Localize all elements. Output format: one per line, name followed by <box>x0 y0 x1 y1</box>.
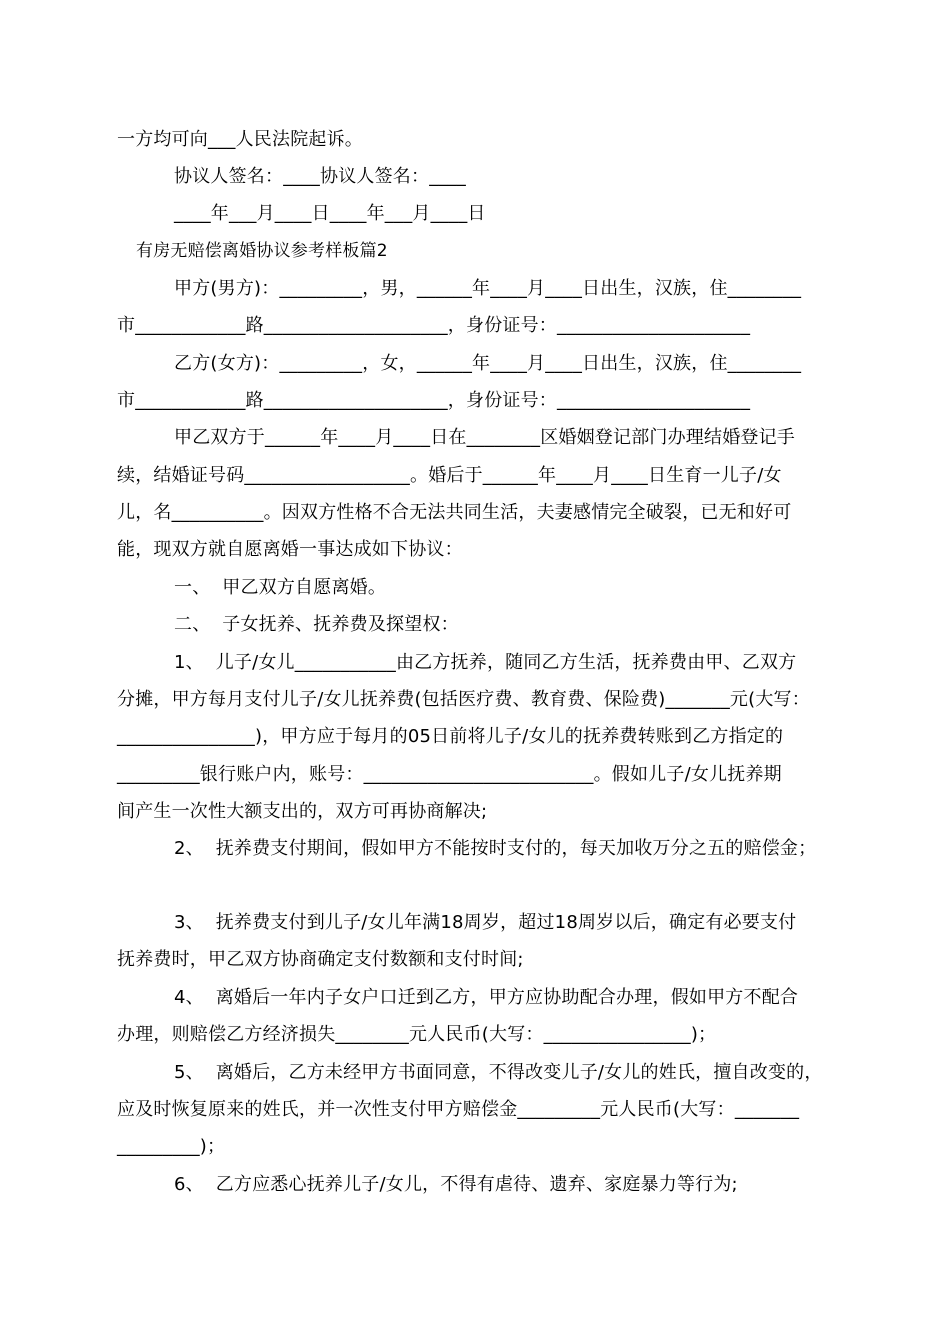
party-b-address-line: 市____________路____________________，身份证号：_____________________ <box>117 390 751 411</box>
section-title: 有房无赔偿离婚协议参考样板篇2 <box>136 241 388 261</box>
party-b-line: 乙方(女方)：_________，女，______年____月____日出生，汉族，住________ <box>174 353 802 374</box>
text-line: 分摊，甲方每月支付儿子/女儿抚养费(包括医疗费、教育费、保险费)_______元(大写： <box>117 689 810 710</box>
clause-heading: 一、 甲乙双方自愿离婚。 <box>174 577 387 598</box>
signature-line: 协议人签名：____协议人签名：____ <box>174 166 466 187</box>
party-a-line: 甲方(男方)：_________，男，______年____月____日出生，汉族，住________ <box>174 278 802 299</box>
clause-item: 1、 儿子/女儿___________由乙方抚养，随同乙方生活，抚养费由甲、乙双方 <box>174 652 797 673</box>
text-line: 甲乙双方于______年____月____日在________区婚姻登记部门办理结婚登记手 <box>174 427 795 448</box>
text-line: 儿，名__________。因双方性格不合无法共同生活，夫妻感情完全破裂，已无和好可 <box>117 502 792 523</box>
clause-heading: 二、 子女抚养、抚养费及探望权： <box>174 614 459 635</box>
clause-item: 5、 离婚后，乙方未经甲方书面同意，不得改变儿子/女儿的姓氏，擅自改变的， <box>174 1062 823 1083</box>
text-line: _______________)，甲方应于每月的05日前将儿子/女儿的抚养费转账到乙方指定的 <box>117 726 784 747</box>
text-line: 间产生一次性大额支出的，双方可再协商解决; <box>117 801 488 822</box>
clause-item: 4、 离婚后一年内子女户口迁到乙方，甲方应协助配合办理，假如甲方不配合 <box>174 987 799 1008</box>
text-line: _________银行账户内，账号：_________________________。假如儿子/女儿抚养期 <box>117 764 782 785</box>
clause-item: 3、 抚养费支付到儿子/女儿年满18周岁，超过18周岁以后，确定有必要支付 <box>174 912 797 933</box>
text-line: _________)； <box>117 1136 226 1157</box>
clause-item: 6、 乙方应悉心抚养儿子/女儿，不得有虐待、遗弃、家庭暴力等行为; <box>174 1174 738 1195</box>
party-a-address-line: 市____________路____________________，身份证号：_____________________ <box>117 315 751 336</box>
date-line: ____年___月____日____年___月____日 <box>174 203 486 224</box>
text-line: 能，现双方就自愿离婚一事达成如下协议： <box>117 539 463 560</box>
text-line: 抚养费时，甲乙双方协商确定支付数额和支付时间; <box>117 949 524 970</box>
text-line: 一方均可向___人民法院起诉。 <box>117 129 363 150</box>
text-line: 续，结婚证号码__________________。婚后于______年____月____日生育一儿子/女 <box>117 465 782 486</box>
text-line: 应及时恢复原来的姓氏，并一次性支付甲方赔偿金_________元人民币(大写：_______ <box>117 1099 800 1120</box>
text-line: 办理，则赔偿乙方经济损失________元人民币(大写：________________)； <box>117 1024 717 1045</box>
clause-item: 2、 抚养费支付期间，假如甲方不能按时支付的，每天加收万分之五的赔偿金； <box>174 838 817 859</box>
